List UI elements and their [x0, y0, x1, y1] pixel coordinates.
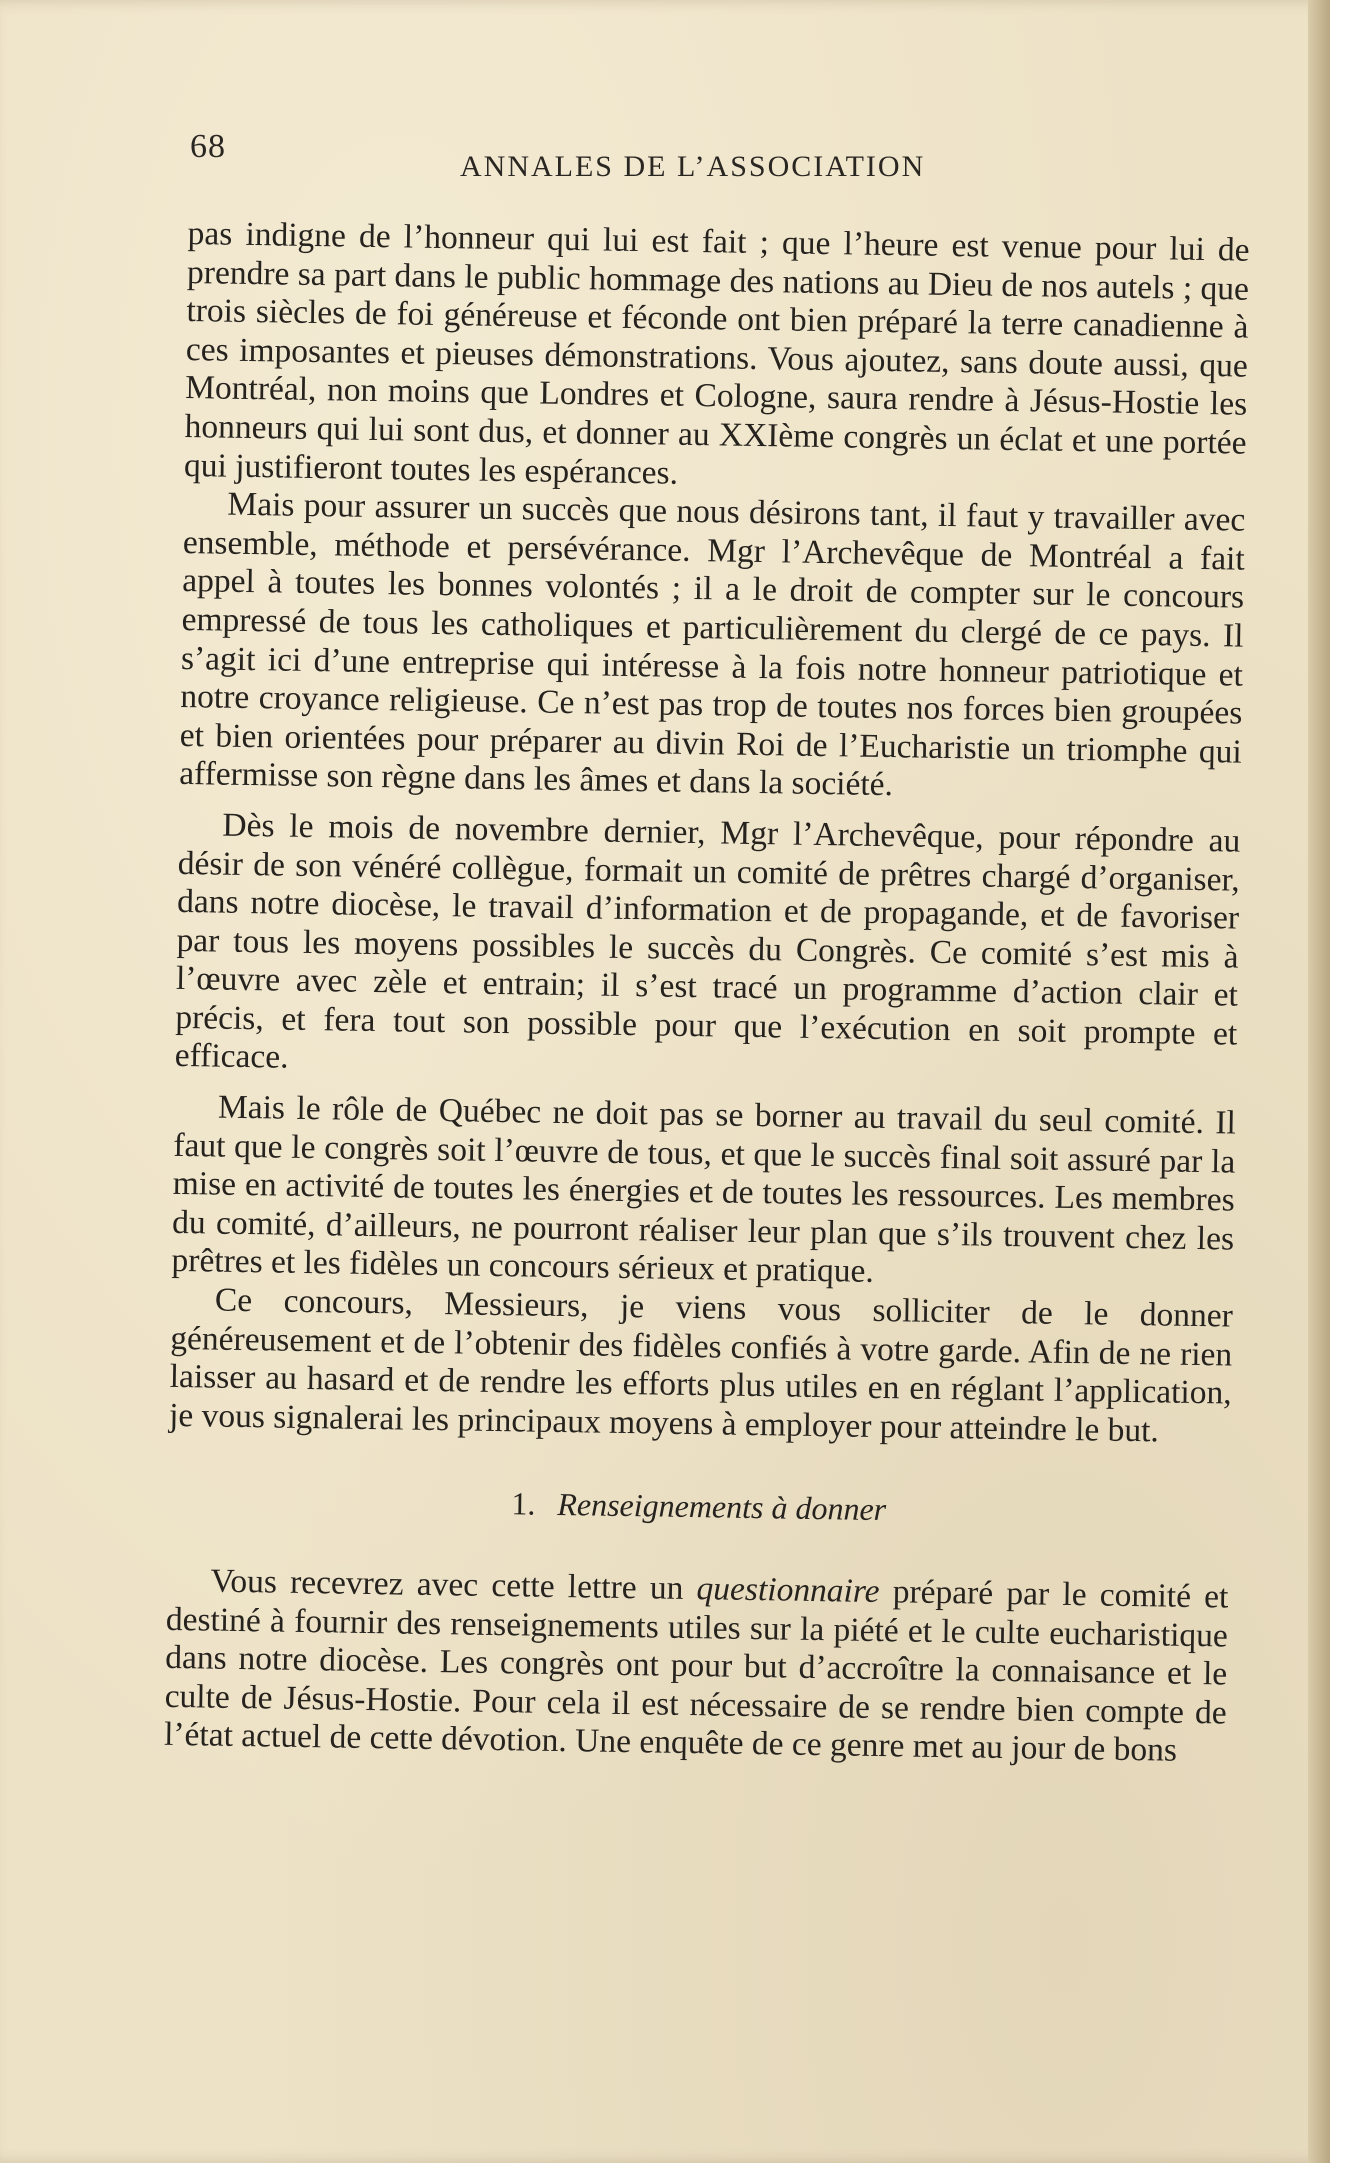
- running-head: [190, 128, 1230, 188]
- body-text: [164, 215, 1250, 1771]
- paragraph: pas indigne de l’honneur qui lui est fait ; que l’heure est venue pour lui de prendre sa part dans le public hommage des nations au Dieu de nos autels ; que trois siècles de foi généreuse et féconde ont bien préparé la terre canadienne à ces imposantes et pieuses démonstrations. Vous ajoutez, sans doute aussi, que Montréal, non moins que Londres et Cologne, saura rendre à Jésus-Hostie les honneurs qui lui sont dus, et donner au XXIème congrès un éclat et une portée qui justifieront toutes les espérances.: [183, 215, 1250, 492]
- page-number: 68: [190, 128, 226, 165]
- paragraph: [164, 1562, 1229, 1772]
- paragraph: Dès le mois de novembre dernier, Mgr l’Archevêque, pour répondre au désir de son vénéré collègue, formait un comité de prêtres chargé d’organiser, dans notre diocèse, le travail d’information et de propagande, et de favoriser par tous les moyens possibles le succès du Congrès. Ce comité s’est mis à l’œuvre avec zèle et entrain; il s’est tracé un programme d’action clair et précis, et fera tout son possible pour que l’exécution en soit prompte et efficace.: [174, 806, 1241, 1077]
- paragraph-text: préparé par le comité et destiné à fournir des renseignements utiles sur la piété et le culte eucharistique dans notre diocèse. Les congrès ont pour but d’accroître la connaisance et le culte de Jésus-Hostie. Pour cela il est nécessaire de se rendre bien compte de l’état actuel de cette dévotion. Une enquête de ce genre met au jour de bons: [163, 1573, 1229, 1770]
- section-number: 1.: [511, 1485, 536, 1523]
- running-head-title: ANNALES DE L’ASSOCIATION: [460, 150, 926, 183]
- paragraph-text: Vous recevrez avec cette lettre un: [210, 1562, 697, 1608]
- paragraph: Mais pour assurer un succès que nous désirons tant, il faut y travailler avec ensemble, méthode et persévérance. Mgr l’Archevêque de Montréal a fait appel à toutes les bonnes volontés ; il a le droit de compter sur le concours empressé de tous les catholiques et particulièrement du clergé de ce pays. Il s’agit ici d’une entreprise qui intéresse à la fois notre honneur patriotique et notre croyance religieuse. Ce n’est pas trop de toutes nos forces bien groupées et bien orientées pour préparer au divin Roi de l’Eucharistie un triomphe qui affermisse son règne dans les âmes et dans la société.: [178, 485, 1246, 804]
- section-title: Renseignements à donner: [557, 1486, 887, 1528]
- emphasized-word: questionnaire: [696, 1570, 880, 1611]
- paragraph: Ce concours, Messieurs, je viens vous solliciter de le donner généreusement et de l’obtenir des fidèles confiés à votre garde. Afin de ne rien laisser au hasard et de rendre les efforts plus utiles en en réglant l’application, je vous signalerai les principaux moyens à employer pour atteindre le but.: [168, 1281, 1234, 1450]
- section-heading: [168, 1479, 1230, 1534]
- paragraph: Mais le rôle de Québec ne doit pas se borner au travail du seul comité. Il faut que le congrès soit l’œuvre de tous, et que le succès final soit assuré par la mise en activité de toutes les énergies et de toutes les ressources. Les membres du comité, d’ailleurs, ne pourront réaliser leur plan que s’ils trouvent chez les prêtres et les fidèles un concours sérieux et pratique.: [171, 1088, 1237, 1291]
- page-edge: [1308, 0, 1330, 2163]
